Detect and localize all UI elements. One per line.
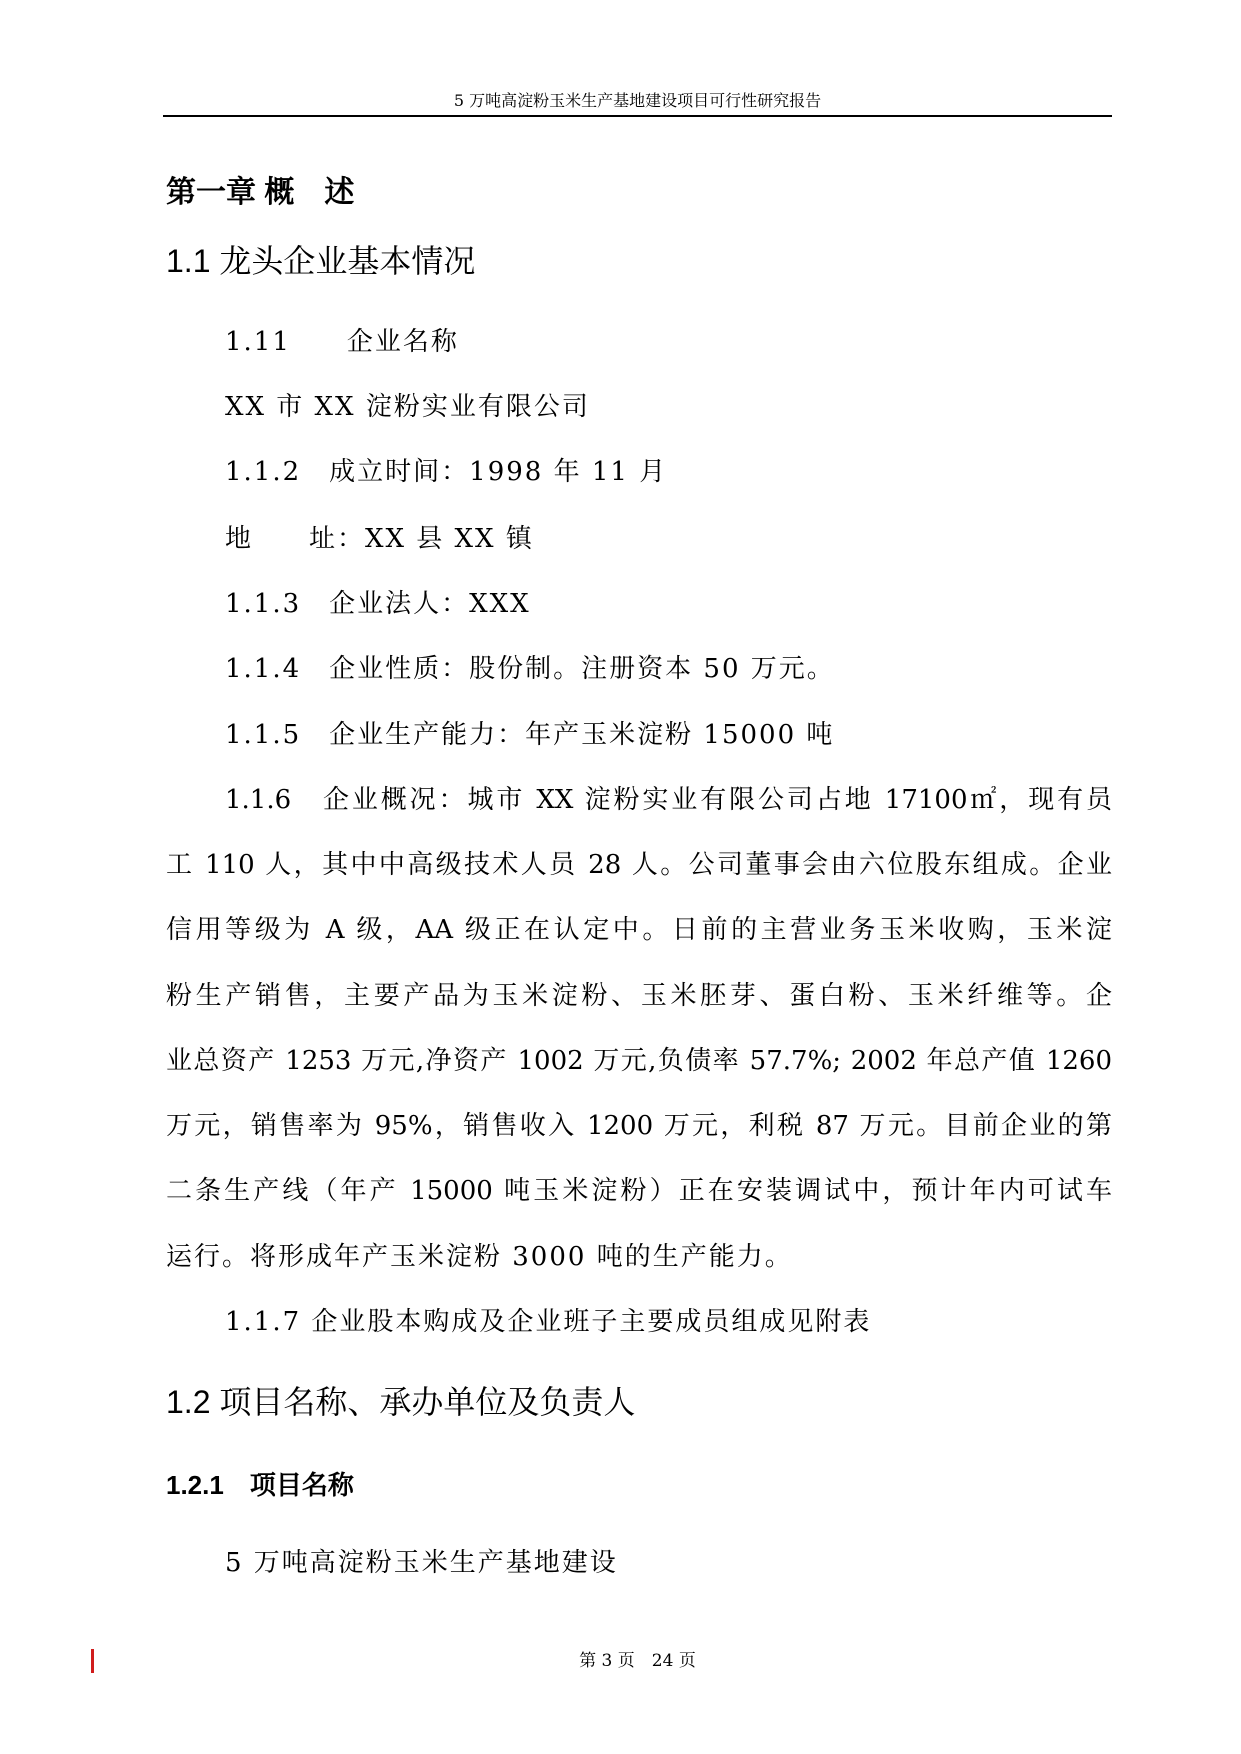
project-name-text: 5 万吨高淀粉玉米生产基地建设 — [225, 1548, 618, 1578]
founding-date-line: 1.1.2 成立时间：1998 年 11 月 — [225, 457, 668, 487]
overview-paragraph-line: 业总资产 1253 万元,净资产 1002 万元,负债率 57.7%; 2002 年总产值 1260 — [166, 1046, 1112, 1076]
company-nature-line: 1.1.4 企业性质：股份制。注册资本 50 万元。 — [225, 654, 835, 684]
legal-person-line: 1.1.3 企业法人：XXX — [225, 589, 531, 619]
overview-paragraph-line: 万元，销售率为 95%，销售收入 1200 万元，利税 87 万元。目前企业的第 — [166, 1111, 1112, 1141]
company-name-label: 1.11 企业名称 — [225, 327, 459, 357]
page-number-footer: 第 3 页 24 页 — [579, 1651, 696, 1671]
company-name-value: XX 市 XX 淀粉实业有限公司 — [225, 392, 590, 422]
section-heading-1-2: 1.2 项目名称、承办单位及负责人 — [166, 1384, 636, 1420]
margin-change-mark — [91, 1649, 94, 1673]
appendix-reference-line: 1.1.7 企业股本购成及企业班子主要成员组成见附表 — [225, 1307, 872, 1337]
overview-paragraph-line: 工 110 人，其中中高级技术人员 28 人。公司董事会由六位股东组成。企业 — [166, 850, 1112, 880]
overview-paragraph-line: 二条生产线（年产 15000 吨玉米淀粉）正在安装调试中，预计年内可试车 — [166, 1176, 1112, 1206]
overview-paragraph-line: 信用等级为 A 级，AA 级正在认定中。日前的主营业务玉米收购，玉米淀 — [166, 915, 1112, 945]
capacity-line: 1.1.5 企业生产能力：年产玉米淀粉 15000 吨 — [225, 720, 835, 750]
header-rule — [163, 115, 1112, 117]
subsection-heading-1-2-1: 1.2.1 项目名称 — [166, 1470, 354, 1500]
running-header-title: 5 万吨高淀粉玉米生产基地建设项目可行性研究报告 — [453, 91, 822, 110]
overview-paragraph-line: 粉生产销售，主要产品为玉米淀粉、玉米胚芽、蛋白粉、玉米纤维等。企 — [166, 981, 1112, 1011]
overview-paragraph-line: 1.1.6 企业概况：城市 XX 淀粉实业有限公司占地 17100㎡，现有员 — [225, 785, 1112, 815]
address-line: 地 址：XX 县 XX 镇 — [225, 524, 534, 554]
section-heading-1-1: 1.1 龙头企业基本情况 — [166, 243, 476, 279]
chapter-title: 第一章 概 述 — [166, 176, 355, 209]
overview-paragraph-last-line: 运行。将形成年产玉米淀粉 3000 吨的生产能力。 — [166, 1242, 793, 1272]
